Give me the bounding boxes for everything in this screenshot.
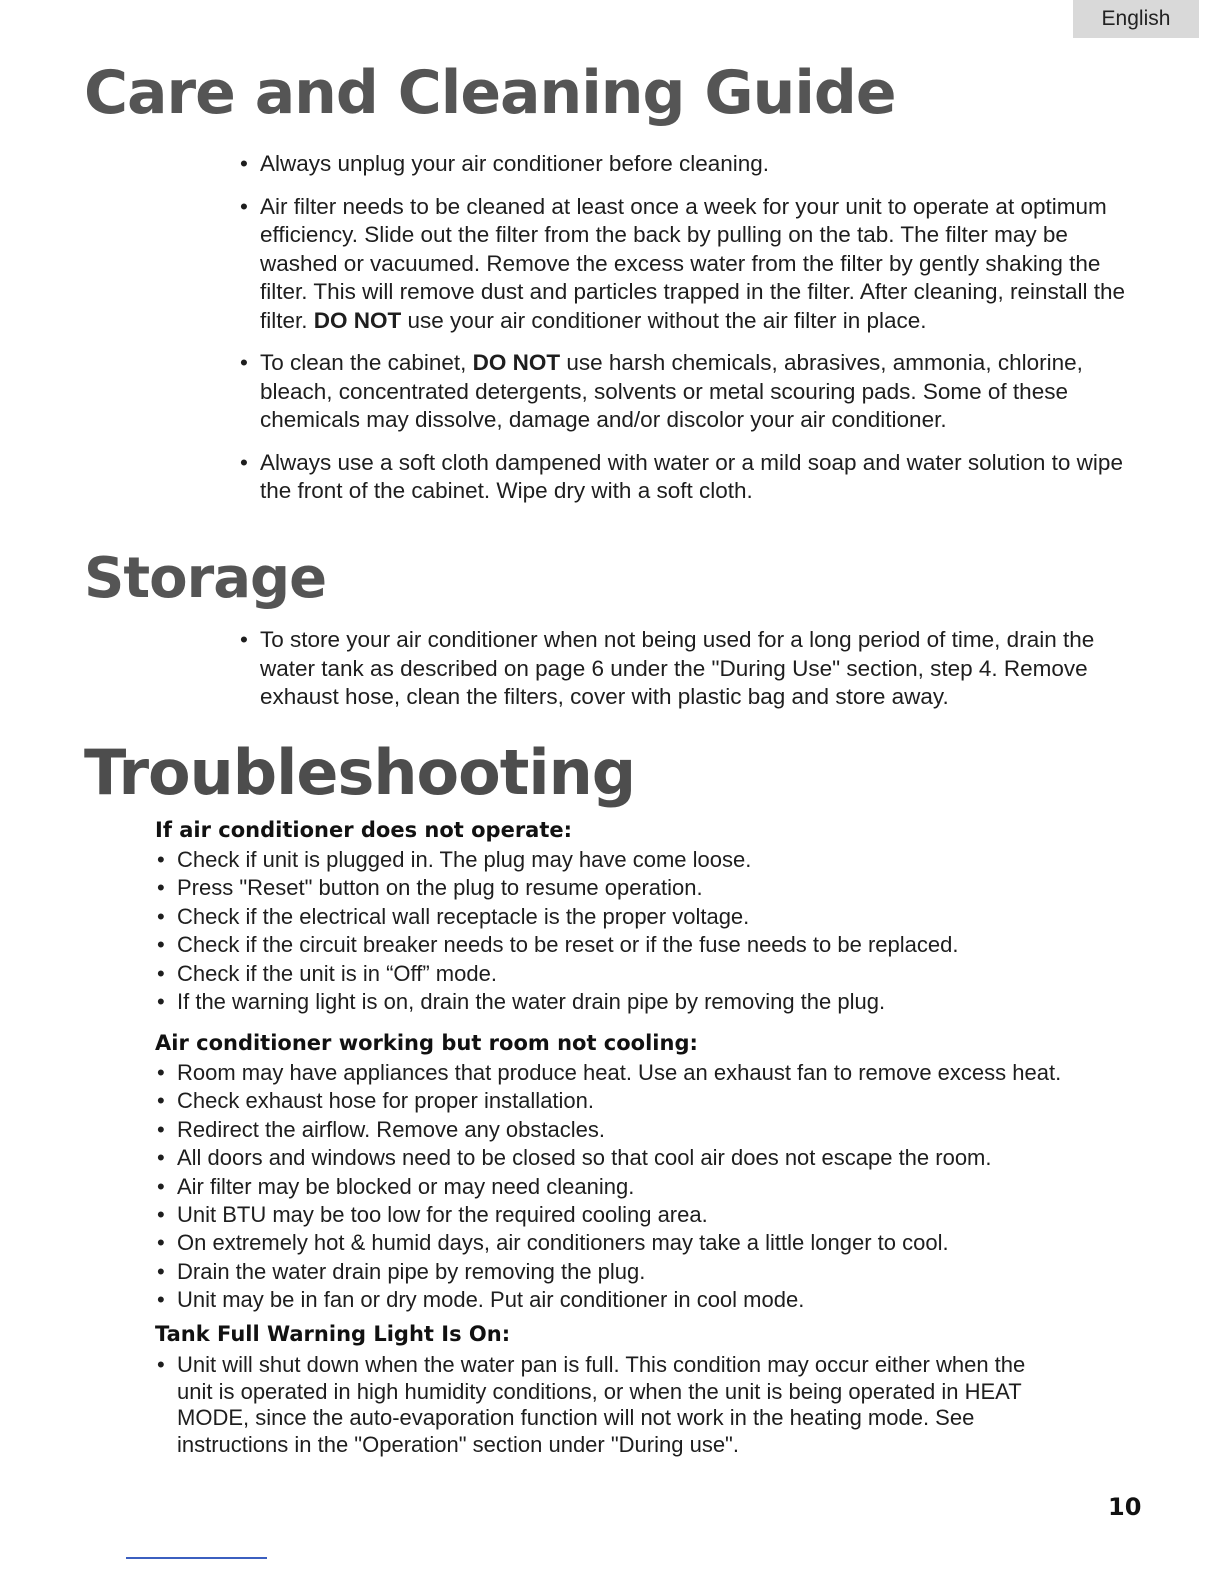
troubleshooting-title: Troubleshooting: [84, 736, 636, 809]
not-cooling-list: [155, 1059, 1135, 1315]
list-item: • If the warning light is on, drain the water drain pipe by removing the plug.: [155, 988, 1135, 1016]
care-item-text: To clean the cabinet,: [260, 350, 473, 375]
list-item: • Drain the water drain pipe by removing the plug.: [155, 1258, 1135, 1286]
care-item-soft-cloth: [238, 449, 1138, 506]
does-not-operate-list: [155, 846, 1135, 1016]
care-list: [238, 150, 1138, 520]
list-item: • Redirect the airflow. Remove any obstacles.: [155, 1116, 1135, 1144]
list-item: • Room may have appliances that produce heat. Use an exhaust fan to remove excess heat.: [155, 1059, 1135, 1087]
storage-item: • To store your air conditioner when not being used for a long period of time, drain the water tank as described on page 6 under the "During Use" section, step 4. Remove exhaust hose, clean the filters, cover with plastic bag and store away.: [238, 626, 1138, 712]
list-item: • Air filter may be blocked or may need cleaning.: [155, 1173, 1135, 1201]
care-item-text: Always unplug your air conditioner before cleaning.: [260, 151, 770, 176]
subheading-tank-full: Tank Full Warning Light Is On:: [155, 1322, 511, 1346]
storage-title: Storage: [84, 546, 327, 611]
list-item: • Unit BTU may be too low for the required cooling area.: [155, 1201, 1135, 1229]
footer-line: [126, 1557, 267, 1559]
care-item-unplug: [238, 150, 1138, 179]
list-item: • Check if the unit is in “Off” mode.: [155, 960, 1135, 988]
care-item-air-filter: [238, 193, 1138, 336]
care-item-emphasis: DO NOT: [313, 307, 402, 333]
page-number: 10: [1108, 1493, 1142, 1521]
care-item-text: use your air conditioner without the air filter in place.: [401, 307, 927, 333]
list-item: • Press "Reset" button on the plug to resume operation.: [155, 874, 1135, 902]
list-item: • Check if the circuit breaker needs to be reset or if the fuse needs to be replaced.: [155, 931, 1135, 959]
subheading-not-cooling: Air conditioner working but room not cooling:: [155, 1031, 698, 1055]
list-item: • Check exhaust hose for proper installation.: [155, 1087, 1135, 1115]
subheading-does-not-operate: If air conditioner does not operate:: [155, 818, 573, 842]
care-item-emphasis: DO NOT: [472, 350, 561, 375]
list-item: • Unit may be in fan or dry mode. Put air conditioner in cool mode.: [155, 1286, 1135, 1314]
list-item: • Unit will shut down when the water pan is full. This condition may occur either when the unit is operated in high humidity conditions, or when the unit is being operated in HEAT MODE, since the auto-evaporation function will not work in the heating mode. See instructions in the "Operation" section under "During use".: [155, 1352, 1035, 1458]
care-item-text: Always use a soft cloth dampened with water or a mild soap and water solution to wipe the front of the cabinet. Wipe dry with a soft cloth.: [260, 449, 1123, 503]
language-tab: English: [1073, 0, 1199, 38]
care-item-text: Air filter needs to be cleaned at least once a week for your unit to operate at optimum efficiency. Slide out the filter from the back by pulling on the tab. The filter may be washed or vacuumed. Remove the excess water from the filter by gently shaking the filter. This will remove dust and particles trapped in the filter. After cleaning, reinstall the filter.: [260, 193, 1126, 333]
care-item-text: use harsh chemicals, abrasives, ammonia, chlorine, bleach, concentrated detergents, solvents or metal scouring pads. Some of these chemicals may dissolve, damage and/or discolor your air conditioner.: [260, 350, 1083, 432]
tank-full-list: [155, 1352, 1035, 1458]
list-item: • On extremely hot & humid days, air conditioners may take a little longer to cool.: [155, 1229, 1135, 1257]
list-item: • All doors and windows need to be closed so that cool air does not escape the room.: [155, 1144, 1135, 1172]
list-item: • Check if unit is plugged in. The plug may have come loose.: [155, 846, 1135, 874]
list-item: • Check if the electrical wall receptacle is the proper voltage.: [155, 903, 1135, 931]
care-item-cabinet: [238, 349, 1138, 435]
storage-list: [238, 626, 1138, 712]
care-cleaning-title: Care and Cleaning Guide: [84, 58, 896, 128]
